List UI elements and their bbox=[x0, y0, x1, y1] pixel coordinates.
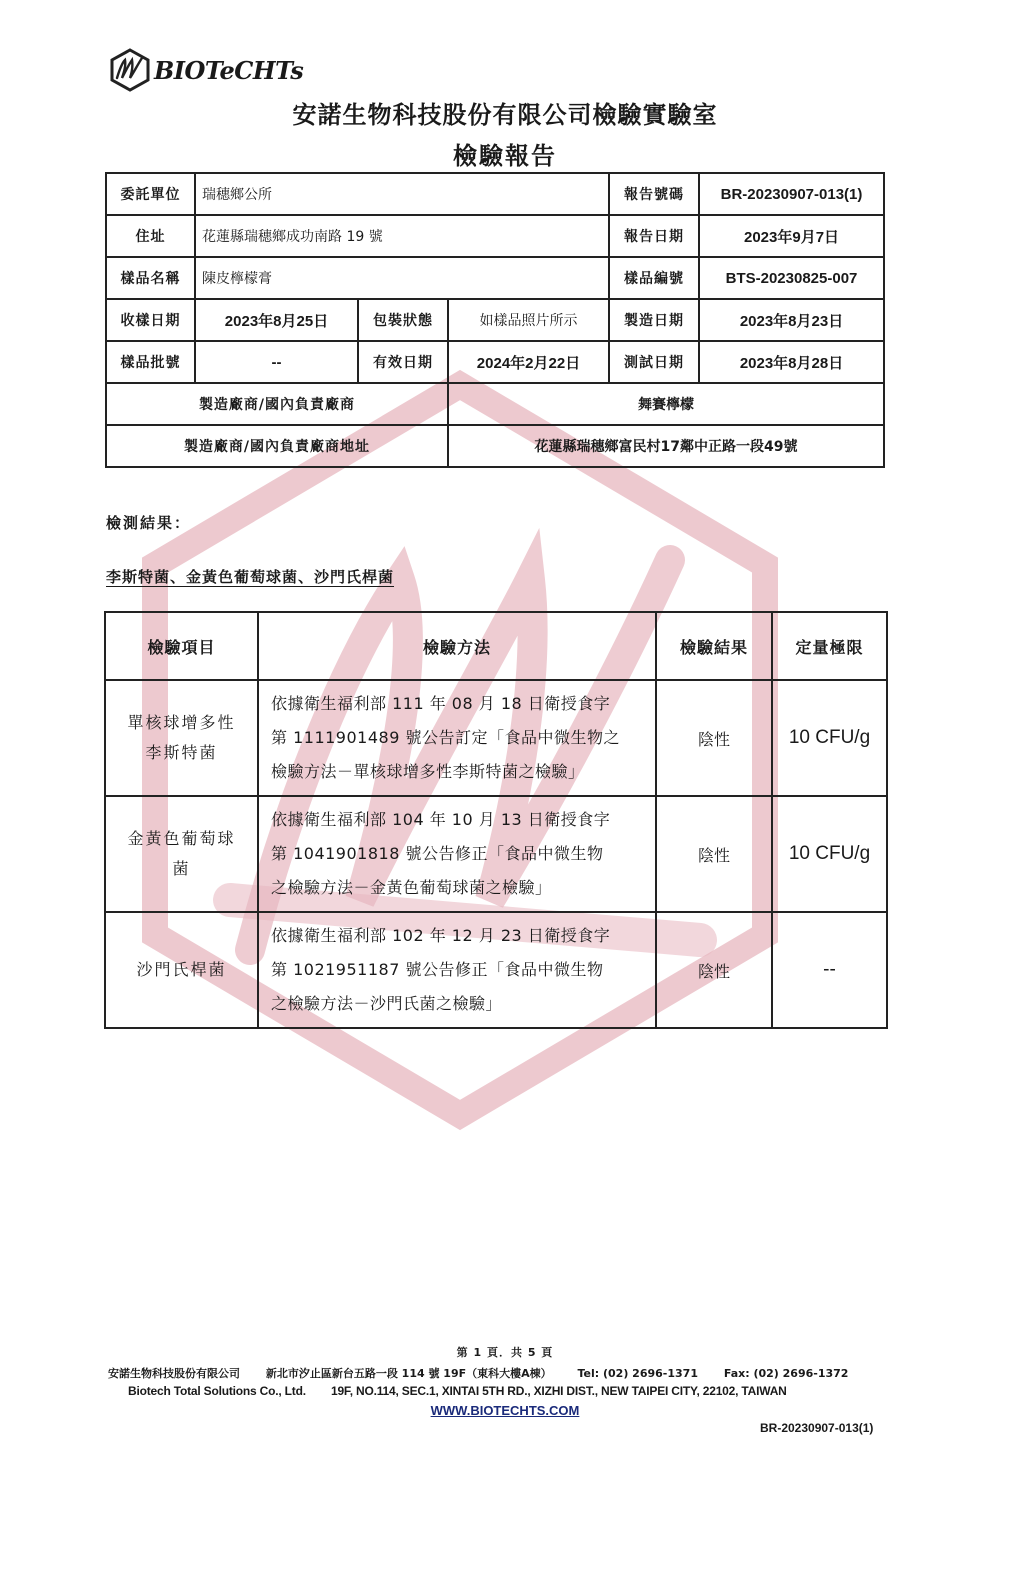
footer-company-en: Biotech Total Solutions Co., Ltd. bbox=[128, 1384, 306, 1398]
lab-title: 安諾生物科技股份有限公司檢驗實驗室 bbox=[292, 101, 718, 129]
info-row bbox=[106, 383, 884, 425]
test-date-value: 2023年8月28日 bbox=[699, 341, 884, 383]
batch-value: -- bbox=[195, 341, 358, 383]
manufacturer-address-label: 製造廠商/國內負責廠商地址 bbox=[106, 425, 448, 467]
method-line: 第 1021951187 號公告修正「食品中微生物 bbox=[271, 960, 604, 979]
info-row bbox=[106, 299, 884, 341]
client-value: 瑞穗鄉公所 bbox=[195, 173, 609, 215]
report-date-label: 報告日期 bbox=[609, 215, 699, 257]
footer-website-link[interactable]: WWW.BIOTECHTS.COM bbox=[430, 1403, 580, 1418]
client-label: 委託單位 bbox=[106, 173, 195, 215]
method-line: 第 1111901489 號公告訂定「食品中微生物之 bbox=[271, 728, 620, 747]
test-date-label: 測試日期 bbox=[609, 341, 699, 383]
sample-name-value: 陳皮檸檬膏 bbox=[195, 257, 609, 299]
receive-date-label: 收樣日期 bbox=[106, 299, 195, 341]
mfg-date-label: 製造日期 bbox=[609, 299, 699, 341]
sample-no-value: BTS-20230825-007 bbox=[699, 257, 884, 299]
footer-report-number: BR-20230907-013(1) bbox=[760, 1421, 874, 1435]
table-row bbox=[105, 912, 887, 1028]
receive-date-value: 2023年8月25日 bbox=[195, 299, 358, 341]
results-table bbox=[104, 611, 888, 1029]
logo-text: BIOTeCHTs bbox=[154, 55, 304, 85]
test-item bbox=[105, 912, 258, 1028]
page-number: 第 1 頁．共 5 頁 bbox=[456, 1346, 554, 1359]
header-limit: 定量極限 bbox=[772, 612, 887, 680]
mfg-date-value: 2023年8月23日 bbox=[699, 299, 884, 341]
test-result: 陰性 bbox=[656, 680, 772, 796]
test-item-line: 李斯特菌 bbox=[145, 743, 218, 762]
footer-address-en: 19F, NO.114, SEC.1, XINTAI 5TH RD., XIZHI DIST., NEW TAIPEI CITY, 22102, TAIWAN bbox=[330, 1384, 787, 1398]
footer-tel: Tel: (02) 2696-1371 bbox=[577, 1367, 698, 1380]
method-line: 檢驗方法－單核球增多性李斯特菌之檢驗」 bbox=[271, 762, 585, 781]
method-line: 依據衛生福利部 102 年 12 月 23 日衛授食字 bbox=[271, 926, 611, 945]
manufacturer-label: 製造廠商/國內負責廠商 bbox=[106, 383, 448, 425]
report-no-label: 報告號碼 bbox=[609, 173, 699, 215]
header-method: 檢驗方法 bbox=[258, 612, 656, 680]
test-method bbox=[258, 680, 656, 796]
test-item-line: 沙門氏桿菌 bbox=[136, 960, 227, 979]
footer-contact-en bbox=[128, 1384, 898, 1398]
test-item-line: 金黃色葡萄球 bbox=[127, 829, 236, 848]
manufacturer-value: 舞賽檸檬 bbox=[448, 383, 884, 425]
info-row bbox=[106, 215, 884, 257]
test-method bbox=[258, 796, 656, 912]
method-line: 依據衛生福利部 111 年 08 月 18 日衛授食字 bbox=[271, 694, 611, 713]
footer-company-zh: 安諾生物科技股份有限公司 bbox=[108, 1367, 240, 1380]
package-value: 如樣品照片所示 bbox=[448, 299, 609, 341]
report-title: 檢驗報告 bbox=[453, 142, 557, 170]
test-limit: 10 CFU/g bbox=[772, 796, 887, 912]
method-line: 之檢驗方法－沙門氏菌之檢驗」 bbox=[271, 994, 503, 1013]
test-method bbox=[258, 912, 656, 1028]
info-row bbox=[106, 257, 884, 299]
info-row bbox=[106, 341, 884, 383]
test-limit: 10 CFU/g bbox=[772, 680, 887, 796]
results-header-row bbox=[105, 612, 887, 680]
footer-fax: Fax: (02) 2696-1372 bbox=[723, 1367, 849, 1380]
batch-label: 樣品批號 bbox=[106, 341, 195, 383]
report-date-value: 2023年9月7日 bbox=[699, 215, 884, 257]
footer-address-zh: 新北市汐止區新台五路一段 114 號 19F（東科大樓A棟） bbox=[265, 1367, 552, 1380]
method-line: 第 1041901818 號公告修正「食品中微生物 bbox=[271, 844, 604, 863]
header-result: 檢驗結果 bbox=[656, 612, 772, 680]
report-no-value: BR-20230907-013(1) bbox=[699, 173, 884, 215]
test-item bbox=[105, 680, 258, 796]
header-item: 檢驗項目 bbox=[105, 612, 258, 680]
test-item-line: 單核球增多性 bbox=[127, 713, 236, 732]
method-line: 之檢驗方法－金黃色葡萄球菌之檢驗」 bbox=[271, 878, 552, 897]
table-row bbox=[105, 796, 887, 912]
logo-hexagon-icon bbox=[108, 48, 152, 92]
test-result: 陰性 bbox=[656, 796, 772, 912]
address-value: 花蓮縣瑞穗鄉成功南路 19 號 bbox=[195, 215, 609, 257]
address-label: 住址 bbox=[106, 215, 195, 257]
manufacturer-address-value: 花蓮縣瑞穗鄉富民村17鄰中正路一段49號 bbox=[448, 425, 884, 467]
results-heading: 檢測結果： bbox=[106, 514, 192, 532]
test-result: 陰性 bbox=[656, 912, 772, 1028]
table-row bbox=[105, 680, 887, 796]
sample-info-table bbox=[105, 172, 885, 468]
footer-contact-zh bbox=[108, 1365, 898, 1381]
test-item bbox=[105, 796, 258, 912]
info-row bbox=[106, 173, 884, 215]
package-label: 包裝狀態 bbox=[358, 299, 448, 341]
expiry-value: 2024年2月22日 bbox=[448, 341, 609, 383]
test-item-line: 菌 bbox=[172, 859, 191, 878]
sample-no-label: 樣品編號 bbox=[609, 257, 699, 299]
expiry-label: 有效日期 bbox=[358, 341, 448, 383]
info-row bbox=[106, 425, 884, 467]
method-line: 依據衛生福利部 104 年 10 月 13 日衛授食字 bbox=[271, 810, 611, 829]
company-logo bbox=[108, 42, 303, 98]
test-limit: -- bbox=[772, 912, 887, 1028]
bacteria-list: 李斯特菌、金黃色葡萄球菌、沙門氏桿菌 bbox=[106, 568, 395, 586]
sample-name-label: 樣品名稱 bbox=[106, 257, 195, 299]
